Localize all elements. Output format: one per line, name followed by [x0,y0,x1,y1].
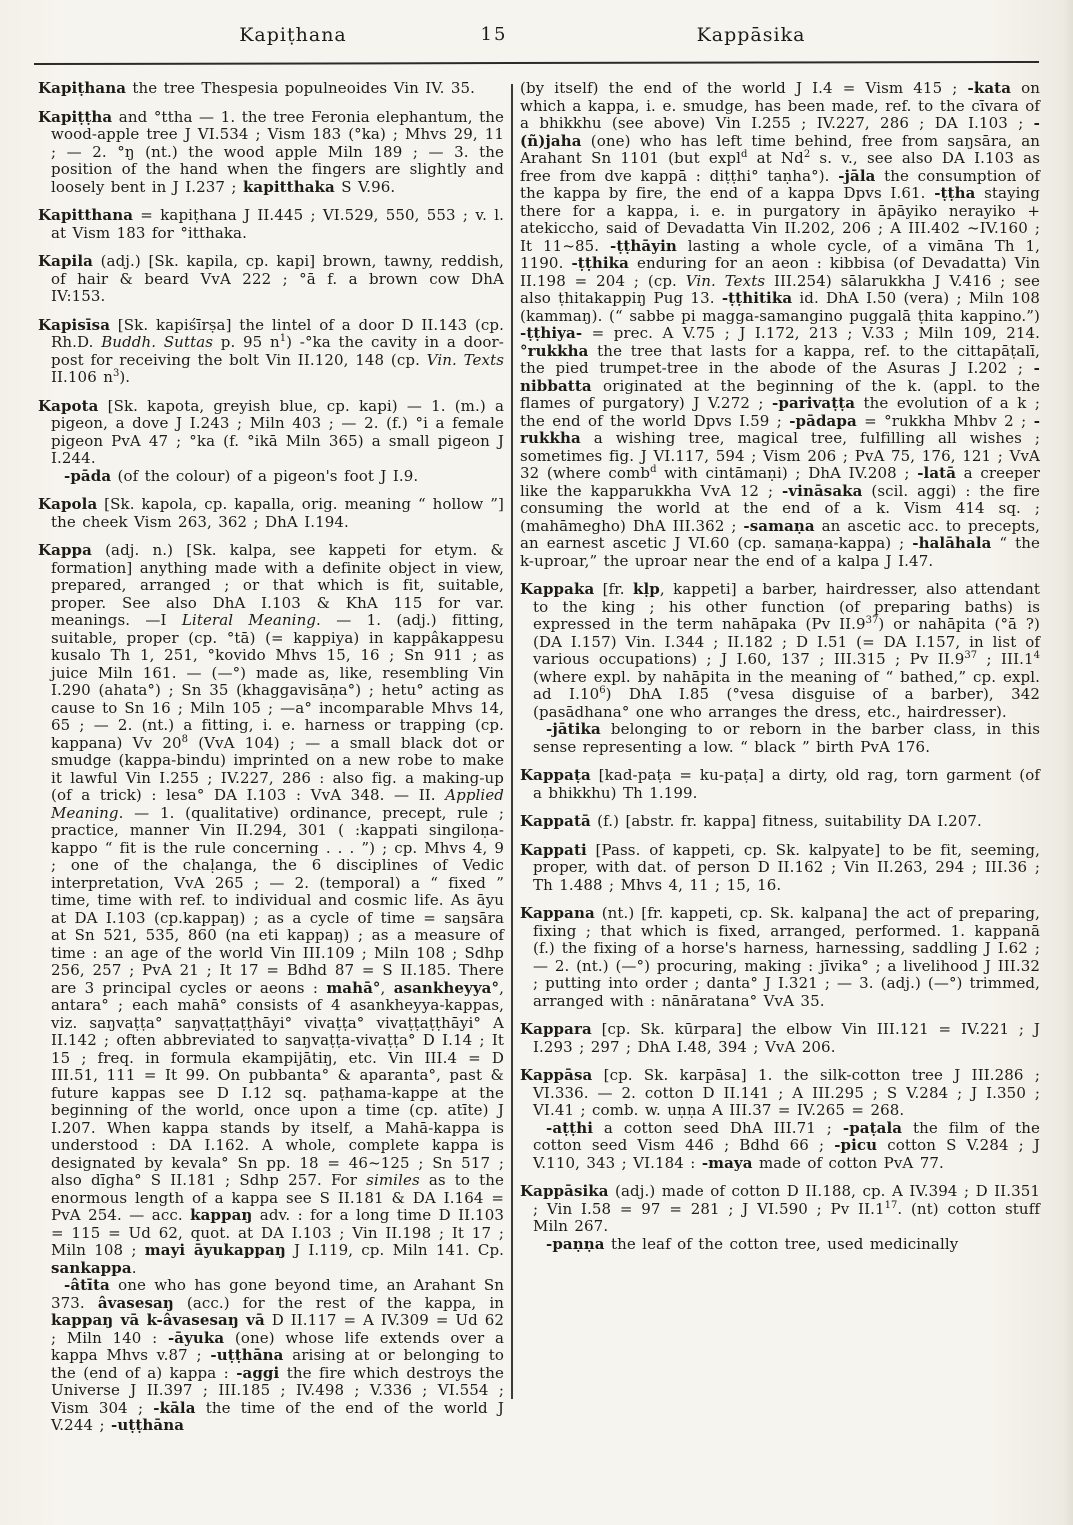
entry-headword: Kappatā [520,812,591,830]
entry-lead-paragraph: Kapila (adj.) [Sk. kapila, cp. kapi] brown, tawny, reddish, of hair & beard VvA 222 ; °ā f. a brown cow DhA IV:153. [38,252,504,305]
entry-kappa [38,542,504,1435]
compound-paragraph: -jātika belonging to or reborn in the barber class, in this sense representing a low. “ black ” birth PvA 176. [533,720,1040,756]
entry-lead-paragraph: Kappa (adj. n.) [Sk. kalpa, see kappeti for etym. & formation] anything made with a definite object in view, prepared, arranged ; or that which is fit, suitable, proper. See also DhA I.103 & KhA 115 for var. meanings. —I Literal Meaning. — 1. (adj.) fitting, suitable, proper (cp. °tā) (= kappiya) in kappâkappesu kusalo Th 1, 251, °kovido Mhvs 15, 16 ; Sn 911 ; as juice Miln 161. — (—°) made as, like, resembling Vin I.290 (ahata°) ; Sn 35 (khaggavisāṇa°) ; hetu° acting as cause to Sn 16 ; Miln 105 ; —a° incomparable Mhvs 14, 65 ; — 2. (nt.) a fitting, i. e. harness or trapping (cp. kappana) Vv $20^8$ (VvA 104) ; — a small black dot or smudge (kappa-bindu) imprinted on a new robe to make it lawful Vin I.255 ; IV.227, 286 : also fig. a making-up (of a trick) : lesa° DA I.103 : VvA 348. — II. Applied Meaning. — 1. (qualitative) ordinance, precept, rule ; practice, manner Vin II.294, 301 ( :kappati singiloṇa-kappo “ fit is the rule concerning . . . ”) ; cp. Mhvs 4, 9 ; one of the chaḷanga, the 6 disciplines of Vedic interpretation, VvA 265 ; — 2. (temporal) a “ fixed ” time, time with ref. to individual and cosmic life. As āyu at DA I.103 (cp.kappaŋ) ; as a cycle of time = saŋsāra at Sn 521, 535, 860 (na eti kappaŋ) ; as a measure of time : an age of the world Vin III.109 ; Miln 108 ; Sdhp 256, 257 ; PvA 21 ; It 17 = Bdhd 87 = S II.185. There are 3 principal cycles or aeons : mahā°, asankheyya°, antara° ; each mahā° consists of 4 asankheyya-kappas, viz. saŋvaṭṭa° saŋvaṭṭaṭṭhāyi° vivaṭṭa° vivaṭṭaṭṭhāyi° A II.142 ; often abbreviated to saŋvaṭṭa-vivaṭṭa° D I.14 ; It 15 ; freq. in formula ekampijātiŋ, etc. Vin III.4 = D III.51, 111 = It 99. On pubbanta° & aparanta°, past & future kappas see D I.12 sq. paṭhama-kappe at the beginning of the world, once upon a time (cp. atīte) J I.207. When kappa stands by itself, a Mahā-kappa is understood : DA I.162. A whole, complete kappa is designated by kevala° Sn pp. 18 = 46~125 ; Sn 517 ; also dīgha° S II.181 ; Sdhp 257. For similes as to the enormous length of a kappa see S II.181 & DA I.164 = PvA 254. — acc. kappaŋ adv. : for a long time D II.103 = 115 = Ud 62, quot. at DA I.103 ; Vin II.198 ; It 17 ; Miln 108 ; mayi āyukappaŋ J I.119, cp. Miln 141. Cp. sankappa. [38,541,505,1277]
entry-lead-paragraph: Kappana (nt.) [fr. kappeti, cp. Sk. kalpana] the act of preparing, fixing ; that which is fixed, arranged, performed. 1. kappanā (f.) the fixing of a horse's harness, harnessing, saddling J I.62 ; — 2. (nt.) (—°) procuring, making : jīvika° ; a livelihood J III.32 ; putting into order ; danta° J I.321 ; — 3. (adj.) (—°) trimmed, arranged with : nānāratana° VvA 35. [520,904,1040,1010]
entry-kapiṭhana [38,80,504,98]
entry-kappaṭa [520,767,1040,802]
entry-headword: Kappana [520,904,595,922]
entry-headword: Kappa [38,541,92,559]
entry-headword: Kappaṭa [520,766,591,784]
entry-headword: Kappara [520,1020,592,1038]
header-right-headword: Kappāsika [696,24,806,46]
entry-headword: Kappāsika [520,1182,609,1200]
left-column [38,80,504,1446]
entry-lead-paragraph: Kappara [cp. Sk. kūrpara] the elbow Vin III.121 = IV.221 ; J I.293 ; 297 ; DhA I.48, 394 ; VvA 206. [520,1020,1040,1056]
entry-lead-paragraph: (by itself) the end of the world J I.4 = Vism 415 ; -kata on which a kappa, i. e. smudge, has been made, ref. to the cīvara of a bhikkhu (see above) Vin I.255 ; IV.227, 286 ; DA I.103 ; -(ñ)jaha (one) who has left time behind, free from saŋsāra, an Arahant Sn 1101 (but expl$^d$ at Nd$^2$ s. v., see also DA I.103 as free from dve kappā : diṭṭhi° taṇha°). -jāla the consumption of the kappa by fire, the end of a kappa Dpvs I.61. -ṭṭha staying there for a kappa, i. e. in purgatory in āpāyiko nerayiko + atekiccho, said of Devadatta Vin II.202, 206 ; A III.402 ~IV.160 ; It 11~85. -ṭṭhāyin lasting a whole cycle, of a vimāna Th 1, 1190. -ṭṭhika enduring for an aeon : kibbisa (of Devadatta) Vin II.198 = 204 ; (cp. Vin. Texts III.254) sālarukkha J V.416 ; see also ṭhitakappiŋ Pug 13. -ṭṭhitika id. DhA I.50 (vera) ; Miln 108 (kammaŋ). (“ sabbe pi magga-samangino puggalā ṭhita kappino.”) -ṭṭhiya- = prec. A V.75 ; J I.172, 213 ; V.33 ; Miln 109, 214. °rukkha the tree that lasts for a kappa, ref. to the cittapāṭalī, the pied trumpet-tree in the abode of the Asuras J I.202 ; -nibbatta originated at the beginning of the k. (appl. to the flames of purgatory) J V.272 ; -parivaṭṭa the evolution of a k ; the end of the world Dpvs I.59 ; -pādapa = °rukkha Mhbv 2 ; -rukkha a wishing tree, magical tree, fulfilling all wishes ; sometimes fig. J VI.117, 594 ; Vism 206 ; PvA 75, 176, 121 ; VvA 32 (where comb$^d$ with cintāmaṇi) ; DhA IV.208 ; -latā a creeper like the kapparukkha VvA 12 ; -vināsaka (scil. aggi) : the fire consuming the world at the end of a k. Vism 414 sq. ; (mahāmegho) DhA III.362 ; -samaṇa an ascetic acc. to precepts, an earnest ascetic J VI.60 (cp. samaṇa-kappa) ; -halāhala “ the k-uproar,” the uproar near the end of a kalpa J I.47. [520,79,1041,570]
header-left-headword: Kapiṭhana [239,24,347,46]
column-divider [511,84,513,1399]
entry-lead-paragraph: Kappatā (f.) [abstr. fr. kappa] fitness, suitability DA I.207. [520,812,982,830]
entry-lead-paragraph: Kappaka [fr. kḷp, kappeti] a barber, hairdresser, also attendant to the king ; his other function (of preparing baths) is expressed in the term nahāpaka (Pv $II.9^{37}$) or nahāpita (°ā ?) (DA I.157) Vin. I.344 ; II.182 ; D I.51 (= DA I.157, in list of various occupations) ; J I.60, 137 ; III.315 ; Pv $II.9^{37}$ ; $III.1^4$ (where expl. by nahāpita in the meaning of “ bathed,” cp. expl. ad $I.10^6$) DhA I.85 (°vesa disguise of a barber), 342 (pasādhana° one who arranges the dress, etc., hairdresser). [520,580,1040,721]
header-rule [34,61,1039,65]
entry-kappatā [520,813,1040,831]
entry-kapola [38,496,504,531]
entry-kapila [38,253,504,306]
entry-kapiṭṭha [38,109,504,197]
entry-lead-paragraph: Kapota [Sk. kapota, greyish blue, cp. kapi) — 1. (m.) a pigeon, a dove J I.243 ; Miln 403 ; — 2. (f.) °i a female pigeon PvA 47 ; °ka (f. °ikā Miln 365) a small pigeon J I.244. [38,396,504,467]
compound-paragraph: -aṭṭhi a cotton seed DhA III.71 ; -paṭala the film of the cotton seed Vism 446 ; Bdhd 66 ; -picu cotton S V.284 ; J V.110, 343 ; VI.184 : -maya made of cotton PvA 77. [533,1118,1040,1172]
entry-headword: Kapota [38,396,99,415]
entry-kappaka [520,581,1040,756]
entry-headword: Kapitthana [38,206,134,224]
entry-kappa-continuation [520,80,1040,570]
entry-lead-paragraph: Kapitthana = kapiṭhana J II.445 ; VI.529, 550, 553 ; v. l. at Vism 183 for °itthaka. [38,206,504,242]
header-page-number: 15 [480,24,508,45]
compound-paragraph: -paṇṇa the leaf of the cotton tree, used medicinally [546,1234,959,1253]
entry-headword: Kapiṭṭha [38,107,113,126]
entry-lead-paragraph: Kapiṭṭha and °ttha — 1. the tree Feronia elephantum, the wood-apple tree J VI.534 ; Vism 183 (°ka) ; Mhvs 29, 11 ; — 2. °ŋ (nt.) the wood apple Miln 189 ; — 3. the position of the hand when the fingers are slightly and loosely bent in J I.237 ; kapitthaka S V.96. [38,107,504,196]
entry-lead-paragraph: Kapisīsa [Sk. kapiśīrṣa] the lintel of a door D II.143 (cp. Rh.D. Buddh. Suttas p. 95 $n^1$) -°ka the cavity in a door-post for receiving the bolt Vin II.120, 148 (cp. Vin. Texts II.106 $n^3$). [38,315,504,386]
entry-headword: Kapola [38,495,98,513]
entry-lead-paragraph: Kappati [Pass. of kappeti, cp. Sk. kalpyate] to be fit, seeming, proper, with dat. of person D II.162 ; Vin II.263, 294 ; III.36 ; Th 1.488 ; Mhvs 4, 11 ; 15, 16. [520,840,1040,894]
entry-lead-paragraph: Kapola [Sk. kapola, cp. kapalla, orig. meaning “ hollow ”] the cheek Vism 263, 362 ; DhA I.194. [38,495,504,531]
entry-kapota [38,398,504,486]
entry-lead-paragraph: Kappāsika (adj.) made of cotton D II.188, cp. A IV.394 ; D II.351 ; Vin I.58 = 97 = 281 ; J VI.590 ; Pv $II.1^{17}$. (nt) cotton stuff Miln 267. [520,1182,1040,1235]
entry-lead-paragraph: Kappāsa [cp. Sk. karpāsa] 1. the silk-cotton tree J III.286 ; VI.336. — 2. cotton D II.141 ; A III.295 ; S V.284 ; J I.350 ; VI.41 ; comb. w. uṇṇa A III.37 = IV.265 = 268. [520,1066,1040,1119]
columns [38,80,1040,1446]
entry-lead-paragraph: Kappaṭa [kad-paṭa = ku-paṭa] a dirty, old rag, torn garment (of a bhikkhu) Th 1.199. [520,766,1040,802]
entry-headword: Kappati [520,840,587,859]
entry-kappana [520,905,1040,1010]
entry-headword: Kapila [38,252,93,270]
entry-headword: Kapisīsa [38,315,111,334]
right-column [520,80,1040,1264]
entry-kapitthana [38,207,504,242]
entry-kapisīsa [38,317,504,387]
compound-paragraph: -pāda (of the colour) of a pigeon's foot J I.9. [64,466,419,485]
entry-kappāsika [520,1183,1040,1253]
entry-kappati [520,842,1040,895]
entry-kappāsa [520,1067,1040,1172]
page-header [0,24,1073,58]
entry-headword: Kappāsa [520,1066,593,1084]
compound-paragraph: -âtīta one who has gone beyond time, an Arahant Sn 373. âvasesaŋ (acc.) for the rest of the kappa, in kappaŋ vā k-âvasesaŋ vā D II.117 = A IV.309 = Ud 62 ; Miln 140 : -āyuka (one) whose life extends over a kappa Mhvs v.87 ; -uṭṭhāna arising at or belonging to the (end of a) kappa : -aggi the fire which destroys the Universe J II.397 ; III.185 ; IV.498 ; V.336 ; VI.554 ; Vism 304 ; -kāla the time of the end of the world J V.244 ; -uṭṭhāna [51,1276,505,1434]
entry-kappara [520,1021,1040,1056]
entry-headword: Kappaka [520,580,595,598]
entry-lead-paragraph: Kapiṭhana the tree Thespesia populneoides Vin IV. 35. [38,79,476,97]
entry-headword: Kapiṭhana [38,79,127,97]
